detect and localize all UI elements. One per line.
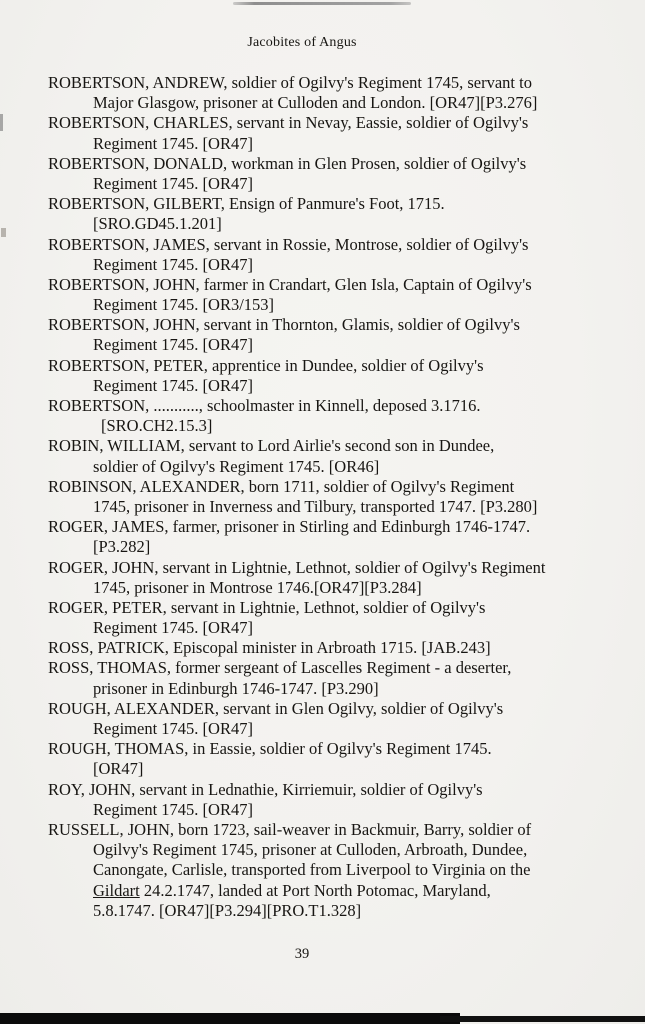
scan-artifact-top-line (233, 2, 411, 5)
entry-line: Ogilvy's Regiment 1745, prisoner at Culloden, Arbroath, Dundee, (93, 840, 528, 860)
entry-line: soldier of Ogilvy's Regiment 1745. [OR46] (93, 456, 380, 476)
entry-line: ROBERTSON, PETER, apprentice in Dundee, soldier of Ogilvy's (48, 355, 484, 375)
ship-name-underlined: Gildart (93, 880, 140, 900)
entry (0, 275, 645, 315)
entry (0, 356, 645, 396)
entry-line: ROBINSON, ALEXANDER, born 1711, soldier of Ogilvy's Regiment (48, 476, 515, 496)
entry-line: 1745, prisoner in Inverness and Tilbury, transported 1747. [P3.280] (93, 496, 538, 516)
entry (0, 558, 645, 598)
entry (0, 396, 645, 436)
entry (0, 235, 645, 275)
entry (0, 638, 645, 658)
entry-line: Regiment 1745. [OR47] (93, 375, 253, 395)
entry-line: ROBERTSON, CHARLES, servant in Nevay, Eassie, soldier of Ogilvy's (48, 113, 529, 133)
entry (0, 436, 645, 476)
entry-line: prisoner in Edinburgh 1746-1747. [P3.290] (93, 678, 379, 698)
entry (0, 315, 645, 355)
entry-line: Regiment 1745. [OR47] (93, 335, 253, 355)
entry-line: ROSS, THOMAS, former sergeant of Lascelles Regiment - a deserter, (48, 658, 512, 678)
entry-line: ROBERTSON, DONALD, workman in Glen Prosen, soldier of Ogilvy's (48, 153, 527, 173)
entry-line: ROUGH, ALEXANDER, servant in Glen Ogilvy, soldier of Ogilvy's (48, 698, 504, 718)
entry (0, 820, 645, 921)
page-header-title: Jacobites of Angus (247, 35, 357, 50)
entry (0, 517, 645, 557)
entry-line: ROBIN, WILLIAM, servant to Lord Airlie's second son in Dundee, (48, 436, 495, 456)
entry-line: Regiment 1745. [OR47] (93, 133, 253, 153)
entry-line: ROGER, JOHN, servant in Lightnie, Lethnot, soldier of Ogilvy's Regiment (48, 557, 546, 577)
entry-line: ROGER, PETER, servant in Lightnie, Lethnot, soldier of Ogilvy's (48, 597, 486, 617)
entry-line: ROBERTSON, JOHN, servant in Thornton, Glamis, soldier of Ogilvy's (48, 315, 520, 335)
entry (0, 739, 645, 779)
entry-line: [SRO.CH2.15.3] (101, 416, 213, 436)
entry-line: ROBERTSON, ..........., schoolmaster in Kinnell, deposed 3.1716. (48, 396, 481, 415)
entry-line: ROY, JOHN, servant in Lednathie, Kirriemuir, soldier of Ogilvy's (48, 779, 483, 799)
entry (0, 658, 645, 698)
entry-line: [SRO.GD45.1.201] (93, 214, 222, 234)
entry-line: Regiment 1745. [OR3/153] (93, 295, 275, 315)
entry (0, 699, 645, 739)
entry-line: ROGER, JAMES, farmer, prisoner in Stirling and Edinburgh 1746-1747. (48, 517, 531, 537)
entry (0, 780, 645, 820)
entry-line: ROUGH, THOMAS, in Eassie, soldier of Ogilvy's Regiment 1745. (48, 739, 492, 759)
entry-line: RUSSELL, JOHN, born 1723, sail-weaver in Backmuir, Barry, soldier of (48, 819, 532, 839)
entry-line: Canongate, Carlisle, transported from Liverpool to Virginia on the (93, 860, 531, 880)
entry (0, 194, 645, 234)
scan-artifact-bottom-bar (440, 1016, 645, 1022)
entry-line: Regiment 1745. [OR47] (93, 618, 253, 638)
entry-line: Regiment 1745. [OR47] (93, 254, 253, 274)
entry-line: Regiment 1745. [OR47] (93, 173, 253, 193)
entry (0, 477, 645, 517)
entry (0, 113, 645, 153)
entry-line: 1745, prisoner in Montrose 1746.[OR47][P3.284] (93, 577, 422, 597)
entry-line: Major Glasgow, prisoner at Culloden and London. [OR47][P3.276] (93, 93, 538, 113)
entry-line (0, 881, 645, 901)
entry-line: ROBERTSON, GILBERT, Ensign of Panmure's Foot, 1715. (48, 194, 445, 214)
entry-line: ROBERTSON, ANDREW, soldier of Ogilvy's Regiment 1745, servant to (48, 73, 532, 92)
entry-line: Regiment 1745. [OR47] (93, 719, 253, 738)
entry-line-text: 24.2.1747, landed at Port North Potomac, Maryland, (139, 880, 491, 900)
entry-line: ROBERTSON, JAMES, servant in Rossie, Montrose, soldier of Ogilvy's (48, 234, 529, 254)
entry-line: 5.8.1747. [OR47][P3.294][PRO.T1.328] (93, 900, 362, 920)
page-number: 39 (294, 946, 310, 962)
entry-line: [OR47] (93, 759, 144, 779)
entry-line: Regiment 1745. [OR47] (93, 799, 253, 819)
entry-line: ROBERTSON, JOHN, farmer in Crandart, Glen Isla, Captain of Ogilvy's (48, 274, 532, 294)
entry (0, 73, 645, 113)
entry-list (0, 73, 645, 921)
scan-artifact-bottom-bar (0, 1013, 460, 1024)
entry (0, 154, 645, 194)
entry-line: ROSS, PATRICK, Episcopal minister in Arbroath 1715. [JAB.243] (48, 638, 491, 658)
entry (0, 598, 645, 638)
entry-line: [P3.282] (93, 537, 151, 557)
